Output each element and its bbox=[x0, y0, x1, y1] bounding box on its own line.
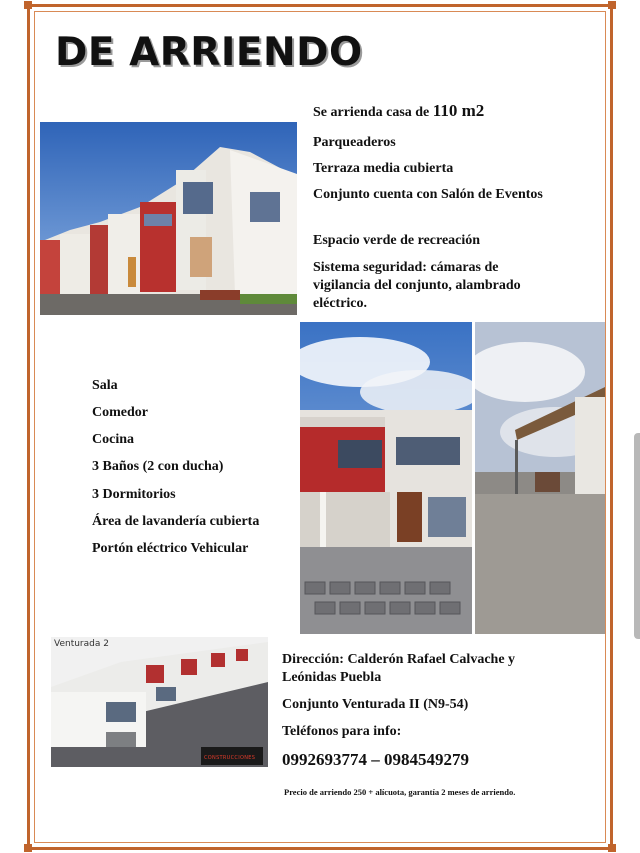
feature-item: Terraza media cubierta bbox=[313, 161, 454, 176]
venturada-logo: Venturada 2 bbox=[54, 639, 109, 649]
photo-house-front bbox=[300, 322, 472, 634]
photo-row-houses bbox=[40, 122, 297, 315]
room-item: Cocina bbox=[92, 432, 134, 447]
address: Dirección: Calderón Rafael Calvache y Leónidas Puebla bbox=[282, 652, 516, 685]
page-title: DE ARRIENDO bbox=[55, 30, 363, 75]
feature-item: Espacio verde de recreación bbox=[313, 233, 481, 248]
photo-terrace bbox=[475, 322, 605, 634]
complex-name: Conjunto Venturada II (N9-54) bbox=[282, 697, 469, 712]
room-item: 3 Baños (2 con ducha) bbox=[92, 459, 224, 474]
feature-item: Conjunto cuenta con Salón de Eventos bbox=[313, 187, 543, 202]
room-item: Área de lavandería cubierta bbox=[92, 514, 260, 529]
room-item: 3 Dormitorios bbox=[92, 487, 176, 502]
phones-label: Teléfonos para info: bbox=[282, 724, 402, 739]
border-corner bbox=[24, 844, 32, 852]
rent-size: 110 m2 bbox=[432, 101, 485, 120]
border-corner bbox=[24, 1, 32, 9]
room-item: Sala bbox=[92, 378, 118, 393]
scrollbar-handle[interactable] bbox=[634, 433, 640, 639]
phone-numbers: 0992693774 – 0984549279 bbox=[282, 750, 469, 769]
feature-item: Sistema seguridad: cámaras de vigilancia del conjunto, alambrado eléctrico. bbox=[313, 260, 521, 311]
photo-aerial-complex bbox=[51, 637, 268, 767]
border-corner bbox=[608, 1, 616, 9]
border-corner bbox=[608, 844, 616, 852]
rent-prefix: Se arrienda casa de bbox=[313, 105, 433, 120]
room-item: Comedor bbox=[92, 405, 148, 420]
room-item: Portón eléctrico Vehicular bbox=[92, 541, 249, 556]
price-note: Precio de arriendo 250 + alícuota, garantía 2 meses de arriendo. bbox=[284, 786, 516, 797]
feature-item: Parqueaderos bbox=[313, 135, 396, 150]
builder-logo: CONSTRUCCIONES bbox=[204, 755, 256, 761]
